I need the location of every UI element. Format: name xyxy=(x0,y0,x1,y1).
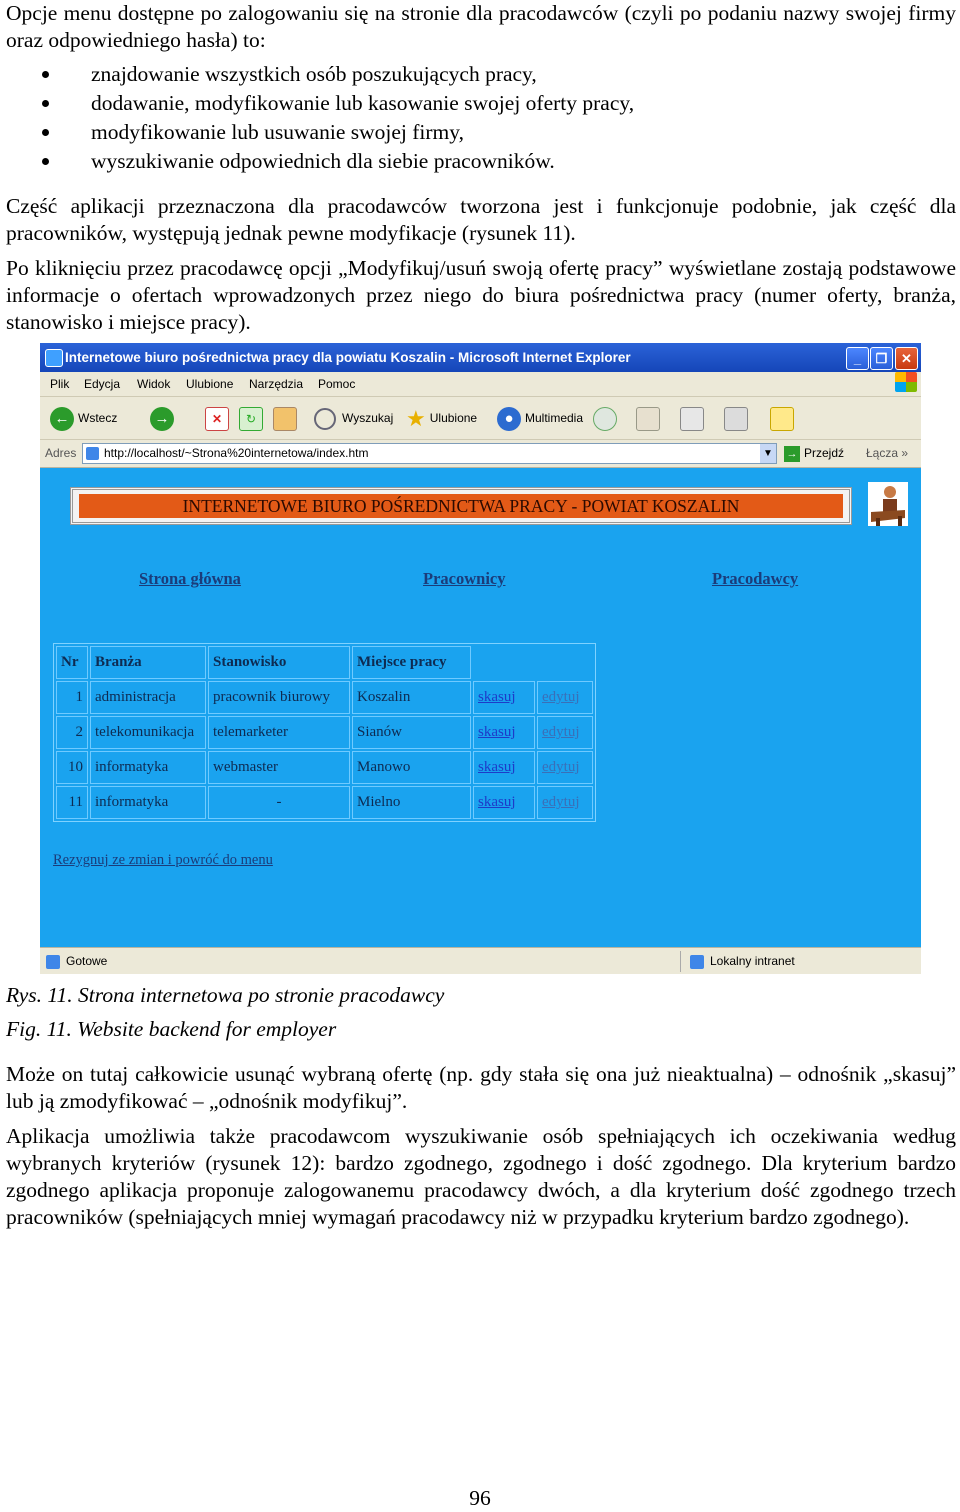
menu-help[interactable]: Pomoc xyxy=(318,377,356,391)
go-button[interactable]: → Przejdź xyxy=(784,440,844,467)
media-globe-icon: ● xyxy=(497,407,521,431)
favorites-button[interactable]: ★ Ulubione xyxy=(406,405,478,431)
nav-employees-link[interactable]: Pracownicy xyxy=(423,569,506,588)
header-branza: Branża xyxy=(90,646,206,679)
header-nr: Nr xyxy=(56,646,88,679)
paragraph-2: Po kliknięciu przez pracodawcę opcji „Modyfikuj/usuń swoją ofertę pracy” wyświetlane zostają podstawowe informacje o ofertach wprowadzonych przez niego do biura pośrednictwa pracy (numer oferty, branża, stanowisko i miejsce pracy). xyxy=(6,256,956,334)
address-input[interactable]: http://localhost/~Strona%20internetowa/index.htm ▼ xyxy=(82,443,777,464)
paragraph-4: Aplikacja umożliwia także pracodawcom wyszukiwanie osób spełniających ich oczekiwania według wybranych kryteriów (rysunek 12): bardzo zgodnego, zgodnego i dość zgodnego. Dla kryterium bardzo zgodnego aplikacja proponuje zalogowanemu pracodawcy dwóch, a dla kryterium dość zgodnego trzech pracowników (spełniających mniej wymagań pracodawcy niż w przypadku kryterium bardzo zgodnego). xyxy=(6,1124,956,1229)
delete-link[interactable]: skasuj xyxy=(473,751,535,784)
intranet-zone-icon xyxy=(690,955,704,969)
toolbar xyxy=(40,397,921,440)
media-button[interactable]: ● Multimedia xyxy=(497,405,583,431)
edit-link[interactable]: edytuj xyxy=(537,751,593,784)
table-row: 2 telekomunikacja telemarketer Sianów skasuj edytuj xyxy=(56,716,593,749)
nav-home-link[interactable]: Strona główna xyxy=(139,569,241,588)
links-button[interactable]: Łącza » xyxy=(866,446,909,460)
history-icon[interactable] xyxy=(593,407,617,431)
site-banner xyxy=(70,487,852,525)
bullet-dot-icon xyxy=(42,71,49,78)
caption-english: Fig. 11. Website backend for employer xyxy=(6,1017,337,1041)
header-stanowisko: Stanowisko xyxy=(208,646,350,679)
windows-logo-icon xyxy=(895,372,917,392)
window-title: Internetowe biuro pośrednictwa pracy dla powiatu Koszalin - Microsoft Internet Explorer xyxy=(65,350,631,365)
edit-link[interactable]: edytuj xyxy=(537,786,593,819)
paragraph-1: Część aplikacji przeznaczona dla pracodawców tworzona jest i funkcjonuje podobnie, jak część dla pracowników, występują jednak pewne modyfikacje (rysunek 11). xyxy=(6,194,956,245)
print-icon[interactable] xyxy=(680,407,704,431)
status-bar xyxy=(40,947,921,974)
back-arrow-icon: ← xyxy=(50,407,74,431)
edit-link[interactable]: edytuj xyxy=(537,716,593,749)
menu-favorites[interactable]: Ulubione xyxy=(186,377,234,391)
figure-browser-screenshot xyxy=(40,343,921,974)
menu-view[interactable]: Widok xyxy=(137,377,171,391)
document-page: Opcje menu dostępne po zalogowaniu się na stronie dla pracodawców (czyli po podaniu nazwy swojej firmy oraz odpowiedniego hasła) to: znajdowanie wszystkich osób poszukujących pracy, dodawanie, modyfikowanie lub kasowanie swojej oferty pracy, modyfikowanie lub usuwanie swojej firmy, wyszukiwanie odpowiednich dla siebie pracowników. Część aplikacji przeznaczona dla pracodawców tworzona jest i funkcjonuje podobnie, jak część dla pracowników, występują jednak pewne modyfikacje (rysunek 11). Po kliknięciu przez pracodawcę opcji „Modyfikuj/usuń swoją ofertę pracy” wyświetlane zostają podstawowe informacje o ofertach wprowadzonych przez niego do biura pośrednictwa pracy (numer oferty, branża, stanowisko i miejsce pracy). Internetowe biuro pośrednictwa pracy dla powiatu Koszalin - Microsoft Internet Explorer _ ❐ ✕ Plik Edycja Widok Ulubione Narzędzia Pomoc ← Wstecz → ✕ ↻ Wyszukaj ★ Ulubione ● Multimedia Adres http://localhost/~Strona%20internetowa/index.htm ▼ → Przejdź Łącza » INTERNETOWE BIURO POŚREDNICTWA PRACY - POWIAT KOSZALIN Strona główna Pracownicy Pracodawcy Nr Branża Stanowisko Miejsce pracy 1 administracja pracownik biurowy Koszalin skasuj edytuj 2 telekomunikacja telemarketer Sianów skasuj edytuj 10 informatyka webmaster Manowo skasuj edytuj 11 informatyka - Mielno skasuj edytuj Rezygnuj ze zmian i powróć do menu Gotowe Lokalny intranet Rys. 11. Strona internetowa po stronie pracodawcy Fig. 11. Website backend for employer Może on tutaj całkowicie usunąć wybraną ofertę (np. gdy stała się ona już nieaktualna) – odnośnik „skasuj” lub ją zmodyfikować – „odnośnik modyfikuj”. Aplikacja umożliwia także pracodawcom wyszukiwanie osób spełniających ich oczekiwania według wybranych kryteriów (rysunek 12): bardzo zgodnego, zgodnego i dość zgodnego. Dla kryterium bardzo zgodnego aplikacja proponuje zalogowanemu pracodawcy dwóch, a dla kryterium dość zgodnego trzech pracowników (spełniających mniej wymagań pracodawcy niż w przypadku kryterium bardzo zgodnego). 96 xyxy=(0,0,960,1512)
forward-button[interactable] xyxy=(150,405,178,431)
status-text: Gotowe xyxy=(66,954,108,968)
table-row: 11 informatyka - Mielno skasuj edytuj xyxy=(56,786,593,819)
back-button[interactable]: ← Wstecz xyxy=(50,405,117,431)
search-icon xyxy=(314,408,336,430)
window-titlebar xyxy=(40,343,921,372)
minimize-button[interactable]: _ xyxy=(846,347,869,370)
menu-file[interactable]: Plik xyxy=(50,377,70,391)
nav-employers-link[interactable]: Pracodawcy xyxy=(712,569,799,588)
bullet-dot-icon xyxy=(42,158,49,165)
mail-icon[interactable] xyxy=(636,407,660,431)
header-miejsce: Miejsce pracy xyxy=(352,646,471,679)
address-bar xyxy=(40,440,921,468)
resign-link[interactable]: Rezygnuj ze zmian i powróć do menu xyxy=(53,852,273,868)
edit-icon[interactable] xyxy=(724,407,748,431)
bullet-dot-icon xyxy=(42,129,49,136)
delete-link[interactable]: skasuj xyxy=(473,681,535,714)
banner-title: INTERNETOWE BIURO POŚREDNICTWA PRACY - POWIAT KOSZALIN xyxy=(182,496,740,516)
edit-link[interactable]: edytuj xyxy=(537,681,593,714)
address-dropdown-icon[interactable]: ▼ xyxy=(760,444,776,463)
forward-arrow-icon: → xyxy=(150,407,174,431)
star-icon: ★ xyxy=(406,405,426,431)
go-arrow-icon: → xyxy=(784,446,800,462)
search-button[interactable]: Wyszukaj xyxy=(314,405,393,431)
home-icon[interactable] xyxy=(273,407,297,431)
zone-text: Lokalny intranet xyxy=(710,954,795,968)
page-icon xyxy=(86,447,99,460)
table-row: 1 administracja pracownik biurowy Koszalin skasuj edytuj xyxy=(56,681,593,714)
ie-window-icon xyxy=(45,349,63,367)
delete-link[interactable]: skasuj xyxy=(473,786,535,819)
menu-edit[interactable]: Edycja xyxy=(84,377,121,391)
table-header-row xyxy=(56,646,593,679)
menu-bar xyxy=(40,372,921,397)
messenger-icon[interactable] xyxy=(770,407,794,431)
intro-paragraph: Opcje menu dostępne po zalogowaniu się na stronie dla pracodawców (czyli po podaniu nazwy swojej firmy oraz odpowiedniego hasła) to: xyxy=(6,1,956,52)
table-row: 10 informatyka webmaster Manowo skasuj edytuj xyxy=(56,751,593,784)
address-label: Adres xyxy=(45,446,77,460)
page-status-icon xyxy=(46,955,60,969)
maximize-button[interactable]: ❐ xyxy=(870,347,893,370)
page-number: 96 xyxy=(469,1486,491,1510)
refresh-icon[interactable]: ↻ xyxy=(239,407,263,431)
close-button[interactable]: ✕ xyxy=(895,347,918,370)
paragraph-3: Może on tutaj całkowicie usunąć wybraną ofertę (np. gdy stała się ona już nieaktualna) – odnośnik „skasuj” lub ją zmodyfikować – „odnośnik modyfikuj”. xyxy=(6,1062,956,1113)
bullet-dot-icon xyxy=(42,100,49,107)
menu-tools[interactable]: Narzędzia xyxy=(249,377,304,391)
offers-table xyxy=(53,643,596,822)
delete-link[interactable]: skasuj xyxy=(473,716,535,749)
worker-at-desk-icon xyxy=(868,482,908,526)
caption-polish: Rys. 11. Strona internetowa po stronie pracodawcy xyxy=(6,983,445,1007)
web-content xyxy=(40,468,921,945)
stop-icon[interactable]: ✕ xyxy=(205,407,229,431)
